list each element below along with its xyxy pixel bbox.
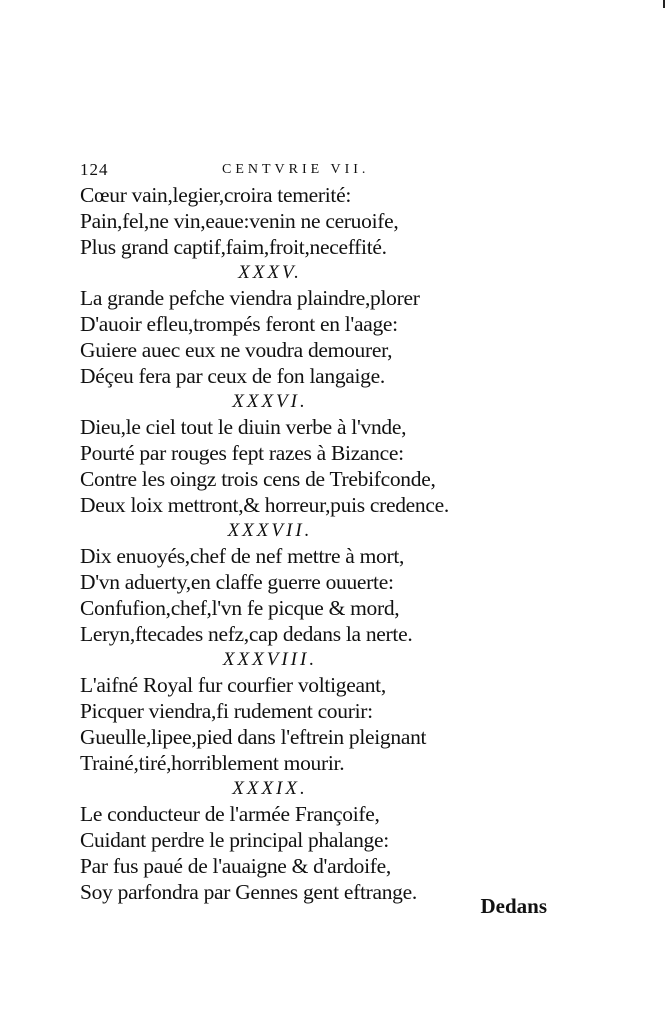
- verse-line: L'aifné Royal fur courfier voltigeant,: [80, 673, 386, 698]
- quatrain-36: [80, 389, 540, 518]
- page-header: [80, 160, 440, 184]
- verse-line: Déçeu fera par ceux de fon langaige.: [80, 363, 385, 388]
- quatrain-numeral: XXXV.: [238, 262, 302, 284]
- corner-mark: [663, 0, 665, 8]
- verse-line: Par fus paué de l'auaigne & d'ardoife,: [80, 853, 391, 878]
- verse-line: Pain,fel,ne vin,eaue:venin ne ceruoife,: [80, 208, 399, 233]
- verse-line: Confufion,chef,l'vn fe picque & mord,: [80, 595, 400, 620]
- running-title: CENTVRIE VII.: [222, 162, 370, 177]
- verse-line: Plus grand captif,faim,froit,neceffité.: [80, 234, 387, 259]
- quatrain-39: [80, 776, 540, 905]
- verse-line: Deux loix mettront,& horreur,puis credence.: [80, 492, 449, 517]
- quatrain-35: [80, 260, 540, 389]
- verse-line: Trainé,tiré,horriblement mourir.: [80, 750, 345, 775]
- page-number: 124: [80, 160, 109, 179]
- catchword: Dedans: [480, 894, 547, 918]
- verse-line: Guiere auec eux ne voudra demourer,: [80, 337, 393, 362]
- verse-line: Gueulle,lipee,pied dans l'eftrein pleignant: [80, 724, 427, 749]
- quatrain-38: [80, 647, 540, 776]
- verse-line: Pourté par rouges fept razes à Bizance:: [80, 440, 404, 465]
- verse-line: Leryn,ftecades nefz,cap dedans la nerte.: [80, 621, 413, 646]
- verse-line: Soy parfondra par Gennes gent eftrange.: [80, 879, 417, 904]
- verse-line: Le conducteur de l'armée Françoife,: [80, 802, 380, 827]
- verse-line: Dix enuoyés,chef de nef mettre à mort,: [80, 544, 405, 569]
- verse-line: Dieu,le ciel tout le diuin verbe à l'vnde,: [80, 415, 407, 440]
- verse-line: La grande pefche viendra plaindre,plorer: [80, 286, 420, 311]
- quatrain-continuation: [80, 183, 540, 260]
- verse-line: Cuidant perdre le principal phalange:: [80, 827, 389, 852]
- verse-line: Contre les oingz trois cens de Trebifconde,: [80, 466, 436, 491]
- quatrain-numeral: XXXVI.: [232, 391, 308, 413]
- quatrain-37: [80, 518, 540, 647]
- quatrain-numeral: XXXVIII.: [222, 649, 318, 671]
- verse-line: Cœur vain,legier,croira temerité:: [80, 183, 352, 207]
- verse-line: D'vn aduerty,en claffe guerre ouuerte:: [80, 569, 394, 594]
- quatrain-numeral: XXXVII.: [227, 520, 313, 542]
- quatrains: [80, 183, 540, 905]
- verse-line: Picquer viendra,fi rudement courir:: [80, 698, 373, 723]
- quatrain-numeral: XXXIX.: [232, 778, 308, 800]
- verse-line: D'auoir efleu,trompés feront en l'aage:: [80, 311, 398, 336]
